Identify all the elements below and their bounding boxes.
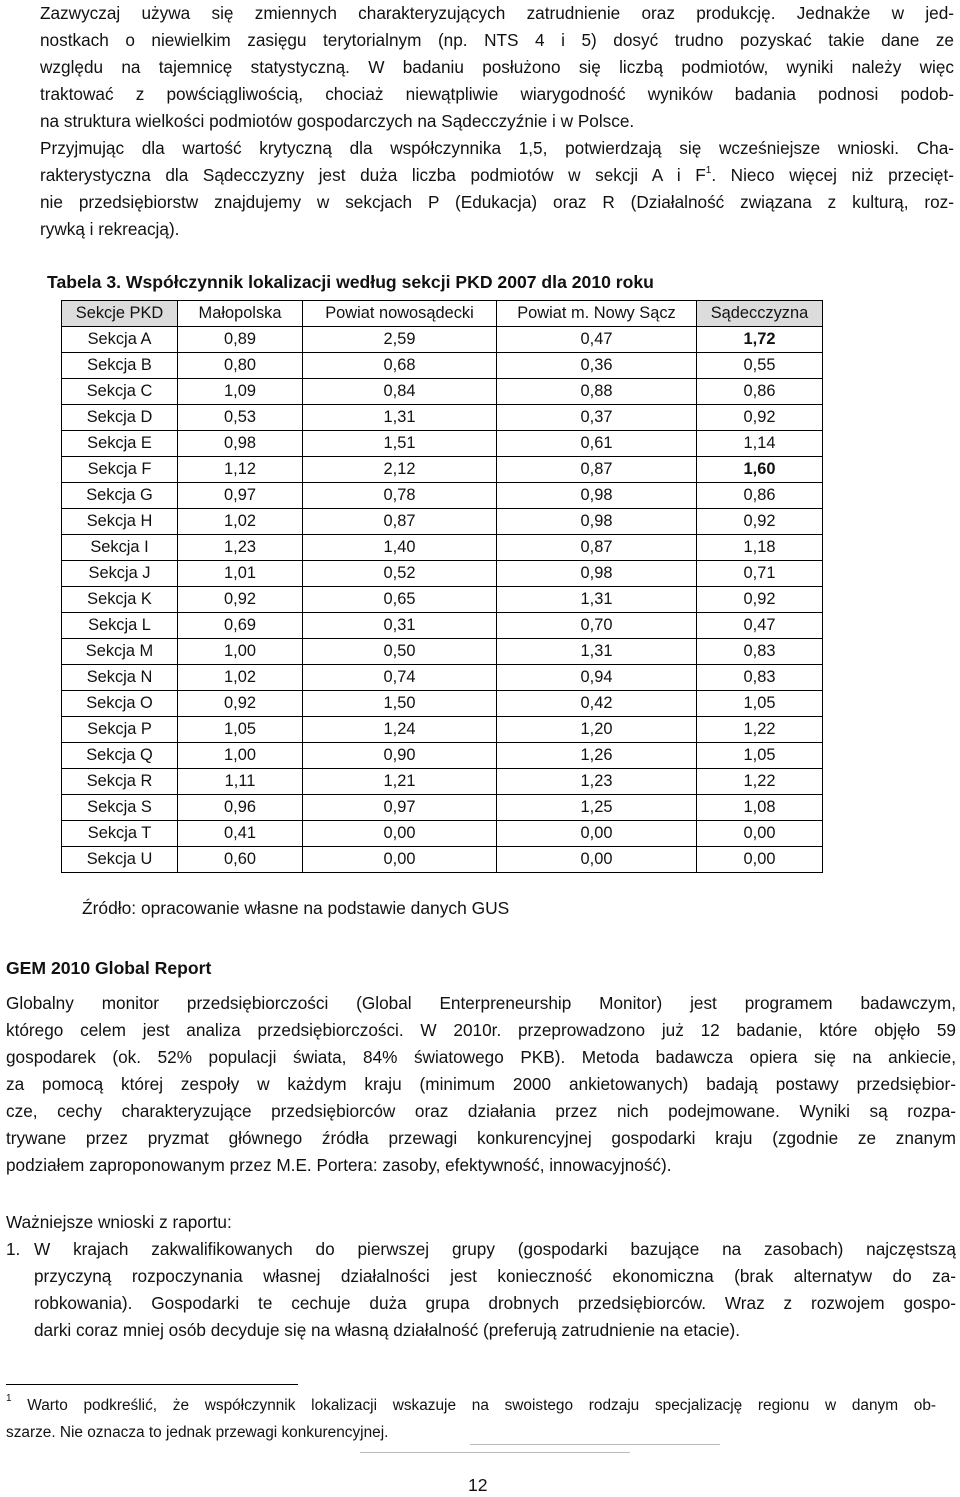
- gem-line: którego celem jest analiza przedsiębiorczości. W 2010r. przeprowadzono już 12 badanie, które objęło 59: [6, 1020, 956, 1040]
- table-row: [62, 821, 823, 847]
- section-label-cell: Sekcja L: [62, 613, 178, 639]
- footnote-line: [6, 1393, 936, 1420]
- header-malopolska: Małopolska: [178, 301, 303, 327]
- section-label-cell: Sekcja J: [62, 561, 178, 587]
- value-cell: 0,61: [497, 431, 697, 457]
- table-header-row: [62, 301, 823, 327]
- gem-line: gospodarek (ok. 52% populacji świata, 84% światowego PKB). Metoda badawcza opiera się na ankiecie,: [6, 1047, 956, 1067]
- gem-line: cze, cechy charakteryzujące przedsiębiorców oraz działania przez nich podejmowane. Wyniki są rozpa-: [6, 1101, 956, 1121]
- value-cell: 0,88: [497, 379, 697, 405]
- table-row: [62, 379, 823, 405]
- table-row: [62, 665, 823, 691]
- value-cell: 1,02: [178, 509, 303, 535]
- table-row: [62, 795, 823, 821]
- table-row: [62, 639, 823, 665]
- value-cell: 1,14: [697, 431, 823, 457]
- list-item: [34, 1236, 956, 1344]
- value-cell: 0,87: [497, 457, 697, 483]
- table-body: [62, 327, 823, 873]
- value-cell: 1,31: [497, 639, 697, 665]
- value-cell: 0,89: [178, 327, 303, 353]
- intro-line: względu na tajemnicę statystyczną. W badaniu posłużono się liczbą podmiotów, wyniki należy więc: [40, 57, 954, 77]
- table-row: [62, 327, 823, 353]
- gem-paragraph: [6, 990, 956, 1179]
- value-cell: 0,87: [303, 509, 497, 535]
- value-cell: 1,31: [497, 587, 697, 613]
- section-label-cell: Sekcja M: [62, 639, 178, 665]
- table-row: [62, 613, 823, 639]
- table-row: [62, 587, 823, 613]
- footnote-text: Warto podkreślić, że współczynnik lokalizacji wskazuje na swoistego rodzaju specjalizację regionu w danym ob-: [27, 1397, 936, 1414]
- value-cell: 1,23: [178, 535, 303, 561]
- intro-line-tail: . Nieco więcej niż przecięt-: [711, 165, 954, 185]
- value-cell: 0,37: [497, 405, 697, 431]
- value-cell: 0,00: [697, 847, 823, 873]
- value-cell: 2,12: [303, 457, 497, 483]
- table-row: [62, 717, 823, 743]
- value-cell: 1,05: [697, 743, 823, 769]
- header-sekcje-pkd: Sekcje PKD: [62, 301, 178, 327]
- value-cell: 1,02: [178, 665, 303, 691]
- value-cell: 0,84: [303, 379, 497, 405]
- value-cell: 1,24: [303, 717, 497, 743]
- value-cell: 0,60: [178, 847, 303, 873]
- value-cell: 1,11: [178, 769, 303, 795]
- section-label-cell: Sekcja Q: [62, 743, 178, 769]
- value-cell: 0,90: [303, 743, 497, 769]
- table-row: [62, 561, 823, 587]
- intro-line: nie przedsiębiorstw znajdujemy w sekcjach P (Edukacja) oraz R (Działalność związana z kulturą, roz-: [40, 192, 954, 212]
- value-cell: 0,98: [497, 509, 697, 535]
- value-cell: 0,92: [697, 509, 823, 535]
- section-label-cell: Sekcja T: [62, 821, 178, 847]
- header-powiat-nowy-sacz: Powiat m. Nowy Sącz: [497, 301, 697, 327]
- value-cell: 1,05: [697, 691, 823, 717]
- value-cell: 0,80: [178, 353, 303, 379]
- section-label-cell: Sekcja R: [62, 769, 178, 795]
- table-row: [62, 691, 823, 717]
- footnote-separator: [6, 1384, 298, 1385]
- value-cell: 2,59: [303, 327, 497, 353]
- section-label-cell: Sekcja K: [62, 587, 178, 613]
- section-label-cell: Sekcja N: [62, 665, 178, 691]
- section-label-cell: Sekcja D: [62, 405, 178, 431]
- section-label-cell: Sekcja E: [62, 431, 178, 457]
- value-cell: 0,78: [303, 483, 497, 509]
- value-cell: 0,50: [303, 639, 497, 665]
- value-cell: 1,12: [178, 457, 303, 483]
- section-label-cell: Sekcja P: [62, 717, 178, 743]
- value-cell: 0,92: [178, 587, 303, 613]
- value-cell: 0,87: [497, 535, 697, 561]
- conclusions-heading: Ważniejsze wnioski z raportu:: [6, 1212, 232, 1232]
- value-cell: 1,20: [497, 717, 697, 743]
- list-item-line: robkowania). Gospodarki te cechuje duża grupa drobnych przedsiębiorców. Wraz z rozwojem gospo-: [34, 1293, 956, 1313]
- value-cell: 0,65: [303, 587, 497, 613]
- value-cell: 1,22: [697, 769, 823, 795]
- header-powiat-nowosadecki: Powiat nowosądecki: [303, 301, 497, 327]
- footnote: [6, 1393, 936, 1446]
- intro-paragraph: [40, 0, 954, 243]
- value-cell: 0,53: [178, 405, 303, 431]
- value-cell: 0,97: [303, 795, 497, 821]
- value-cell: 0,00: [303, 821, 497, 847]
- table-row: [62, 509, 823, 535]
- value-cell: 0,47: [697, 613, 823, 639]
- section-label-cell: Sekcja F: [62, 457, 178, 483]
- intro-line: nostkach o niewielkim zasięgu terytorialnym (np. NTS 4 i 5) dosyć trudno pozyskać takie dane ze: [40, 30, 954, 50]
- value-cell: 0,74: [303, 665, 497, 691]
- value-cell: 0,42: [497, 691, 697, 717]
- table-row: [62, 431, 823, 457]
- section-label-cell: Sekcja A: [62, 327, 178, 353]
- value-cell: 0,47: [497, 327, 697, 353]
- intro-line: na struktura wielkości podmiotów gospodarczych na Sądecczyźnie i w Polsce.: [40, 111, 635, 131]
- footnote-number: 1: [6, 1393, 12, 1404]
- gem-section-title: GEM 2010 Global Report: [6, 958, 212, 978]
- gem-line: Globalny monitor przedsiębiorczości (Global Enterpreneurship Monitor) jest programem badawczym,: [6, 993, 956, 1013]
- value-cell: 0,00: [497, 847, 697, 873]
- intro-line: Zazwyczaj używa się zmiennych charakteryzujących zatrudnienie oraz produkcję. Jednakże w jed-: [40, 3, 954, 23]
- value-cell: 0,98: [178, 431, 303, 457]
- section-label-cell: Sekcja B: [62, 353, 178, 379]
- value-cell: 0,52: [303, 561, 497, 587]
- section-label-cell: Sekcja U: [62, 847, 178, 873]
- value-cell: 1,31: [303, 405, 497, 431]
- value-cell: 0,71: [697, 561, 823, 587]
- table-row: [62, 743, 823, 769]
- list-item-number: 1.: [6, 1239, 21, 1259]
- intro-line: Przyjmując dla wartość krytyczną dla współczynnika 1,5, potwierdzają się wcześniejsze wnioski. Cha-: [40, 138, 954, 158]
- value-cell: 0,83: [697, 639, 823, 665]
- table-row: [62, 457, 823, 483]
- value-cell: 0,86: [697, 379, 823, 405]
- value-cell: 1,51: [303, 431, 497, 457]
- value-cell: 1,22: [697, 717, 823, 743]
- location-quotient-table: [61, 300, 823, 873]
- value-cell: 0,69: [178, 613, 303, 639]
- value-cell: 0,86: [697, 483, 823, 509]
- value-cell: 0,83: [697, 665, 823, 691]
- footnote-reference[interactable]: 1: [705, 165, 712, 176]
- section-label-cell: Sekcja H: [62, 509, 178, 535]
- value-cell: 0,00: [303, 847, 497, 873]
- table-row: [62, 405, 823, 431]
- value-cell: 0,94: [497, 665, 697, 691]
- list-item-line: przyczyną rozpoczynania własnej działalności jest konieczność ekonomiczna (brak alternatyw do za-: [34, 1266, 956, 1286]
- value-cell: 0,70: [497, 613, 697, 639]
- value-cell: 0,92: [697, 405, 823, 431]
- gem-line: podziałem zaproponowanym przez M.E. Portera: zasoby, efektywność, innowacyjność).: [6, 1155, 672, 1175]
- footnote-line: szarze. Nie oznacza to jednak przewagi konkurencyjnej.: [6, 1424, 389, 1441]
- table-row: [62, 483, 823, 509]
- section-label-cell: Sekcja I: [62, 535, 178, 561]
- value-cell: 1,00: [178, 639, 303, 665]
- divider: [470, 1444, 720, 1445]
- intro-line-text: rakterystyczna dla Sądecczyzny jest duża liczba podmiotów w sekcji A i F: [40, 165, 706, 185]
- value-cell: 0,36: [497, 353, 697, 379]
- intro-line: traktować z powściągliwością, chociaż niewątpliwie wiarygodność wyników badania podnosi podob-: [40, 84, 954, 104]
- value-cell: 0,31: [303, 613, 497, 639]
- value-cell: 0,41: [178, 821, 303, 847]
- section-label-cell: Sekcja G: [62, 483, 178, 509]
- value-cell: 1,08: [697, 795, 823, 821]
- table-source: Źródło: opracowanie własne na podstawie danych GUS: [82, 898, 510, 918]
- value-cell: 1,01: [178, 561, 303, 587]
- value-cell: 1,05: [178, 717, 303, 743]
- value-cell: 1,40: [303, 535, 497, 561]
- value-cell: 0,98: [497, 561, 697, 587]
- table-row: [62, 535, 823, 561]
- divider: [360, 1452, 630, 1453]
- gem-line: za pomocą której zespoły w każdym kraju (minimum 2000 ankietowanych) badają postawy przedsiębior-: [6, 1074, 956, 1094]
- section-label-cell: Sekcja C: [62, 379, 178, 405]
- intro-line-with-footnote: [40, 162, 954, 189]
- section-label-cell: Sekcja S: [62, 795, 178, 821]
- list-item-line: darki coraz mniej osób decyduje się na własną działalność (preferują zatrudnienie na etacie).: [34, 1320, 741, 1340]
- value-cell: 1,26: [497, 743, 697, 769]
- section-label-cell: Sekcja O: [62, 691, 178, 717]
- value-cell: 1,60: [697, 457, 823, 483]
- value-cell: 1,09: [178, 379, 303, 405]
- value-cell: 1,23: [497, 769, 697, 795]
- value-cell: 0,00: [497, 821, 697, 847]
- value-cell: 1,50: [303, 691, 497, 717]
- value-cell: 0,98: [497, 483, 697, 509]
- value-cell: 0,92: [178, 691, 303, 717]
- value-cell: 0,68: [303, 353, 497, 379]
- value-cell: 0,92: [697, 587, 823, 613]
- value-cell: 1,25: [497, 795, 697, 821]
- value-cell: 0,96: [178, 795, 303, 821]
- list-item-line: W krajach zakwalifikowanych do pierwszej grupy (gospodarki bazujące na zasobach) najczęstszą: [34, 1239, 956, 1259]
- intro-line: rywką i rekreacją).: [40, 219, 180, 239]
- value-cell: 1,18: [697, 535, 823, 561]
- value-cell: 0,97: [178, 483, 303, 509]
- gem-line: trywane przez pryzmat głównego źródła przewagi konkurencyjnej gospodarki kraju (zgodnie ze znanym: [6, 1128, 956, 1148]
- header-sadecczyzna: Sądecczyzna: [697, 301, 823, 327]
- table-row: [62, 847, 823, 873]
- table-row: [62, 769, 823, 795]
- table-caption: Tabela 3. Współczynnik lokalizacji według sekcji PKD 2007 dla 2010 roku: [47, 272, 654, 292]
- value-cell: 1,72: [697, 327, 823, 353]
- page-number: 12: [468, 1475, 488, 1495]
- value-cell: 1,00: [178, 743, 303, 769]
- value-cell: 0,00: [697, 821, 823, 847]
- value-cell: 1,21: [303, 769, 497, 795]
- table-row: [62, 353, 823, 379]
- value-cell: 0,55: [697, 353, 823, 379]
